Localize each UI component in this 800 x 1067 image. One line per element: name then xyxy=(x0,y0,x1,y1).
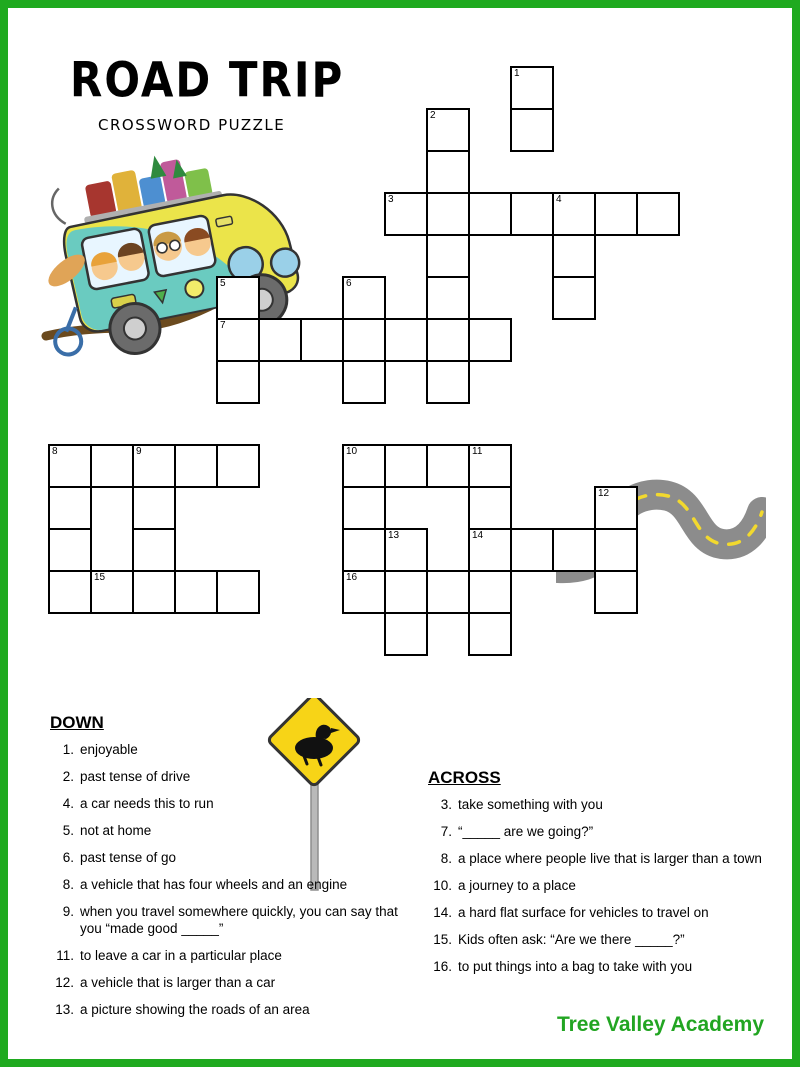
clue-text: to leave a car in a particular place xyxy=(80,948,282,963)
grid-cell[interactable] xyxy=(426,360,470,404)
grid-cell-number: 10 xyxy=(346,446,358,457)
clue-item xyxy=(50,903,415,937)
grid-cell-number: 13 xyxy=(388,530,400,541)
grid-cell[interactable] xyxy=(342,528,386,572)
grid-cell-number: 12 xyxy=(598,488,610,499)
grid-cell[interactable] xyxy=(174,570,218,614)
grid-cell[interactable] xyxy=(468,318,512,362)
grid-cell[interactable] xyxy=(426,192,470,236)
grid-cell-number: 4 xyxy=(556,194,562,205)
grid-cell[interactable] xyxy=(426,318,470,362)
clue-item xyxy=(50,795,415,812)
grid-cell-number: 11 xyxy=(472,446,483,457)
clue-item xyxy=(50,741,415,758)
grid-cell[interactable] xyxy=(342,486,386,530)
grid-cell[interactable] xyxy=(468,612,512,656)
grid-cell[interactable] xyxy=(594,486,638,530)
grid-cell[interactable] xyxy=(216,570,260,614)
clue-number: 16. xyxy=(433,959,452,974)
clue-item xyxy=(428,850,768,867)
down-clue-list xyxy=(50,741,415,1018)
clue-item xyxy=(428,877,768,894)
clue-number: 13. xyxy=(55,1002,74,1017)
grid-cell[interactable] xyxy=(216,360,260,404)
clue-item xyxy=(428,958,768,975)
grid-cell[interactable] xyxy=(426,108,470,152)
grid-cell-number: 14 xyxy=(472,530,484,541)
grid-cell[interactable] xyxy=(468,570,512,614)
grid-cell[interactable] xyxy=(342,318,386,362)
clue-number: 3. xyxy=(440,797,452,812)
grid-cell[interactable] xyxy=(90,444,134,488)
across-heading: ACROSS xyxy=(428,768,501,787)
grid-cell[interactable] xyxy=(468,528,512,572)
clue-text: a place where people live that is larger than a town xyxy=(458,851,762,866)
clue-item xyxy=(50,768,415,785)
grid-cell[interactable] xyxy=(510,192,554,236)
grid-cell-number: 1 xyxy=(514,68,520,79)
clue-number: 14. xyxy=(433,905,452,920)
crossword-grid[interactable] xyxy=(48,66,768,756)
grid-cell-number: 16 xyxy=(346,572,358,583)
down-heading: DOWN xyxy=(50,713,104,732)
clue-text: enjoyable xyxy=(80,742,138,757)
grid-cell[interactable] xyxy=(552,234,596,278)
clue-number: 12. xyxy=(55,975,74,990)
grid-cell[interactable] xyxy=(342,276,386,320)
clue-text: a hard flat surface for vehicles to travel on xyxy=(458,905,709,920)
grid-cell[interactable] xyxy=(594,528,638,572)
clue-text: Kids often ask: “Are we there _____?” xyxy=(458,932,685,947)
clue-item xyxy=(50,1001,415,1018)
clue-text: past tense of drive xyxy=(80,769,191,784)
grid-cell-number: 3 xyxy=(388,194,394,205)
grid-cell[interactable] xyxy=(342,444,386,488)
clue-number: 6. xyxy=(62,850,74,865)
grid-cell-number: 2 xyxy=(430,110,436,121)
grid-cell[interactable] xyxy=(384,612,428,656)
clue-item xyxy=(50,849,415,866)
grid-cell[interactable] xyxy=(510,108,554,152)
clue-text: “_____ are we going?” xyxy=(458,824,594,839)
grid-cell[interactable] xyxy=(132,528,176,572)
grid-cell[interactable] xyxy=(216,444,260,488)
grid-cell[interactable] xyxy=(426,444,470,488)
grid-cell-number: 15 xyxy=(94,572,106,583)
grid-cell[interactable] xyxy=(174,444,218,488)
grid-cell-number: 9 xyxy=(136,446,142,457)
clue-item xyxy=(428,823,768,840)
grid-cell[interactable] xyxy=(552,192,596,236)
clue-number: 1. xyxy=(62,742,74,757)
clue-number: 15. xyxy=(433,932,452,947)
down-clues-section xyxy=(50,713,415,1028)
clue-number: 9. xyxy=(62,904,74,919)
brand-label: Tree Valley Academy xyxy=(556,1013,764,1036)
grid-cell-number: 7 xyxy=(220,320,226,331)
clue-text: a vehicle that is larger than a car xyxy=(80,975,276,990)
clue-item xyxy=(50,822,415,839)
grid-cell[interactable] xyxy=(510,66,554,110)
grid-cell[interactable] xyxy=(132,486,176,530)
clue-text: a picture showing the roads of an area xyxy=(80,1002,310,1017)
grid-cell[interactable] xyxy=(48,486,92,530)
grid-cell[interactable] xyxy=(258,318,302,362)
grid-cell-number: 5 xyxy=(220,278,226,289)
across-clues-section xyxy=(428,768,768,985)
grid-cell[interactable] xyxy=(48,444,92,488)
grid-cell[interactable] xyxy=(342,570,386,614)
grid-cell[interactable] xyxy=(384,570,428,614)
grid-cell[interactable] xyxy=(132,444,176,488)
clue-text: a car needs this to run xyxy=(80,796,214,811)
grid-cell[interactable] xyxy=(384,318,428,362)
grid-cell-number: 6 xyxy=(346,278,352,289)
clue-number: 11. xyxy=(56,948,74,963)
clue-item xyxy=(50,876,415,893)
clue-text: past tense of go xyxy=(80,850,177,865)
grid-cell[interactable] xyxy=(90,570,134,614)
clue-item xyxy=(50,947,415,964)
clue-number: 10. xyxy=(433,878,452,893)
page-title: ROAD TRIP xyxy=(70,51,345,108)
clue-text: take something with you xyxy=(458,797,603,812)
clue-number: 8. xyxy=(62,877,74,892)
grid-cell[interactable] xyxy=(384,528,428,572)
across-clue-list xyxy=(428,796,768,975)
grid-cell[interactable] xyxy=(426,570,470,614)
grid-cell[interactable] xyxy=(510,528,554,572)
clue-item xyxy=(428,931,768,948)
clue-text: not at home xyxy=(80,823,152,838)
grid-cell[interactable] xyxy=(48,570,92,614)
grid-cell[interactable] xyxy=(468,444,512,488)
grid-cell[interactable] xyxy=(216,318,260,362)
clue-text: a vehicle that has four wheels and an engine xyxy=(80,877,348,892)
grid-cell[interactable] xyxy=(384,192,428,236)
clue-number: 8. xyxy=(440,851,452,866)
grid-cell[interactable] xyxy=(132,570,176,614)
clue-number: 2. xyxy=(62,769,74,784)
grid-cell[interactable] xyxy=(468,192,512,236)
grid-cell[interactable] xyxy=(384,444,428,488)
grid-cell[interactable] xyxy=(216,276,260,320)
grid-cell[interactable] xyxy=(552,276,596,320)
grid-cell[interactable] xyxy=(594,192,638,236)
grid-cell[interactable] xyxy=(552,528,596,572)
clue-item xyxy=(428,796,768,813)
grid-cell[interactable] xyxy=(426,150,470,194)
clue-text: when you travel somewhere quickly, you can say that you “made good _____” xyxy=(80,904,398,936)
grid-cell[interactable] xyxy=(48,528,92,572)
grid-cell[interactable] xyxy=(426,234,470,278)
grid-cell[interactable] xyxy=(426,276,470,320)
grid-cell[interactable] xyxy=(342,360,386,404)
clue-number: 7. xyxy=(440,824,452,839)
grid-cell[interactable] xyxy=(468,486,512,530)
grid-cell-number: 8 xyxy=(52,446,58,457)
grid-cell[interactable] xyxy=(636,192,680,236)
clue-number: 5. xyxy=(62,823,74,838)
page-subtitle: CROSSWORD PUZZLE xyxy=(98,116,286,134)
grid-cell[interactable] xyxy=(300,318,344,362)
clue-number: 4. xyxy=(62,796,74,811)
clue-item xyxy=(50,974,415,991)
clue-item xyxy=(428,904,768,921)
grid-cell[interactable] xyxy=(594,570,638,614)
clue-text: to put things into a bag to take with you xyxy=(458,959,693,974)
clue-text: a journey to a place xyxy=(458,878,576,893)
